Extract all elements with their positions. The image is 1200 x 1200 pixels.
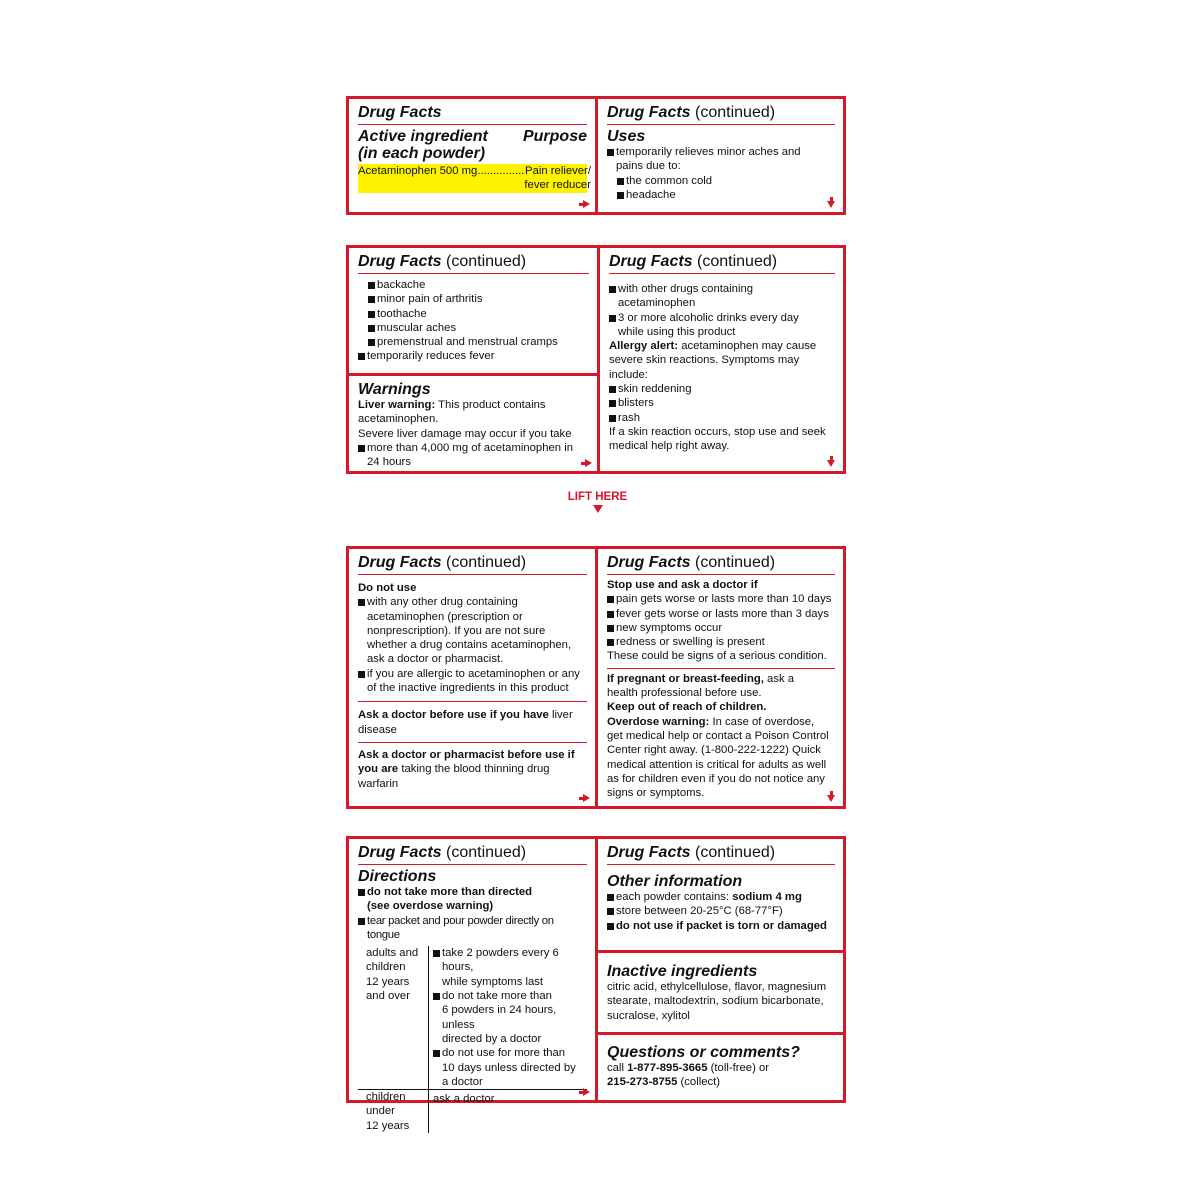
- inactive-ingredients-text: [607, 980, 835, 1023]
- list-item: [607, 145, 835, 174]
- text-line: [358, 708, 587, 722]
- list-item-text: do not use for more than: [442, 1047, 566, 1060]
- text-line: [358, 398, 589, 412]
- list-item: [609, 282, 835, 311]
- list-item: [607, 890, 835, 904]
- list-item: [358, 595, 587, 666]
- continue-down-arrow-icon: [827, 795, 835, 802]
- down-arrow-icon: [593, 505, 603, 513]
- purpose-line-1: Pain reliever/: [525, 165, 591, 177]
- table-row: [358, 1090, 587, 1133]
- text-line: medical attention is critical for adults as well: [607, 758, 827, 771]
- other-information-list: [607, 890, 835, 933]
- bold-label: If pregnant or breast-feeding,: [607, 672, 764, 685]
- questions-heading: Questions or comments?: [607, 1044, 800, 1061]
- continued-text: (continued): [695, 844, 776, 861]
- age-text: adults and: [366, 947, 419, 960]
- list-item-text: take 2 powders every 6 hours,: [442, 947, 559, 974]
- list-item-text: directed by a doctor: [442, 1032, 542, 1045]
- list-item-text: with other drugs containing: [618, 283, 754, 295]
- panel-title: [358, 103, 587, 125]
- text-line: [609, 339, 835, 353]
- list-item-text: ask a doctor or pharmacist.: [367, 653, 504, 666]
- panel-cell: [598, 1032, 843, 1100]
- panel-alcohol-allergy: [600, 248, 843, 471]
- continue-right-arrow-icon: [583, 200, 590, 208]
- text-line: citric acid, ethylcellulose, flavor, magnesium: [607, 981, 827, 993]
- text-span: This product contains: [435, 399, 546, 411]
- bold-value: sodium 4 mg: [732, 891, 802, 903]
- collect-phone-link[interactable]: 215-273-8755: [607, 1076, 678, 1089]
- divider: [607, 668, 835, 669]
- list-item: [358, 885, 587, 914]
- panel-uses: [598, 99, 843, 212]
- panel-cell: [598, 839, 843, 950]
- bold-label: Overdose warning:: [607, 715, 710, 728]
- continue-right-arrow-icon: [583, 794, 590, 802]
- list-item-text: (see overdose warning): [367, 900, 494, 913]
- list-item: the common cold: [617, 174, 835, 188]
- list-item-text: do not take more than: [442, 990, 552, 1003]
- text-span: acetaminophen may cause: [678, 340, 817, 353]
- ingredient-text: Acetaminophen 500 mg...............: [358, 165, 525, 177]
- panel-cell: [349, 839, 595, 1132]
- do-not-use-heading: Do not use: [358, 582, 417, 594]
- list-item-text: while using this product: [618, 325, 736, 338]
- bold-label: Ask a doctor or pharmacist before use if: [358, 748, 575, 761]
- panel-title: [609, 252, 835, 274]
- list-item: minor pain of arthritis: [368, 292, 589, 306]
- lift-here-tab[interactable]: [540, 491, 655, 513]
- text-span: In case of overdose,: [709, 715, 815, 728]
- warnings-continued: [609, 282, 835, 454]
- list-item-text: temporarily relieves minor aches and: [616, 146, 801, 158]
- panel-title: [358, 553, 587, 575]
- table-row: [358, 946, 587, 1089]
- bold-label: you are: [358, 763, 399, 776]
- text-line: [358, 762, 587, 776]
- title-text: Drug Facts: [607, 844, 691, 861]
- text-line: disease: [358, 723, 397, 736]
- list-item-text: acetaminophen: [618, 297, 696, 310]
- continued-text: (continued): [446, 253, 527, 270]
- age-text: children: [366, 961, 406, 974]
- age-cell: [358, 946, 429, 1089]
- list-item-text: while symptoms last: [442, 975, 544, 988]
- text-line: as for children even if you do not notice any: [607, 772, 825, 785]
- continued-text: (continued): [697, 253, 778, 270]
- text-line: get medical help or contact a Poison Control: [607, 729, 829, 742]
- list-item-text: pains due to:: [616, 160, 681, 173]
- text-line: [607, 1075, 835, 1089]
- continue-down-arrow-icon: [827, 460, 835, 467]
- list-item: store between 20-25°C (68-77°F): [607, 904, 835, 918]
- age-text: children: [366, 1091, 406, 1104]
- list-item: backache: [368, 278, 589, 292]
- directions-table: [358, 946, 587, 1133]
- continued-text: (continued): [446, 844, 527, 861]
- liver-warning: [358, 398, 589, 469]
- panel-title: [607, 103, 835, 125]
- directions-list: [358, 885, 587, 942]
- panel-cell: [598, 549, 843, 806]
- other-information-heading: Other information: [607, 873, 743, 890]
- list-item-text: 6 powders in 24 hours, unless: [442, 1004, 557, 1031]
- text-line: If a skin reaction occurs, stop use and seek: [609, 425, 826, 438]
- toll-free-phone-link[interactable]: 1-877-895-3665: [627, 1062, 708, 1074]
- list-item-text: 10 days unless directed by: [442, 1061, 576, 1074]
- list-item: [358, 667, 587, 696]
- list-item: headache: [617, 188, 835, 202]
- questions-text: [607, 1061, 835, 1090]
- list-item: rash: [609, 411, 835, 425]
- panel-cell: [598, 99, 843, 212]
- panel-title: [358, 252, 589, 274]
- active-ingredient-header: [358, 128, 587, 162]
- age-text: 12 years: [366, 1119, 410, 1132]
- panel-title: [358, 843, 587, 865]
- list-item-text: whether a drug contains acetaminophen,: [367, 639, 572, 652]
- list-item: new symptoms occur: [607, 621, 835, 635]
- list-item-text: do not take more than directed: [367, 886, 533, 898]
- text-line: Center right away. (1-800-222-1222) Quick: [607, 744, 821, 757]
- text-line: [607, 715, 835, 729]
- instruction-cell: ask a doctor: [429, 1090, 588, 1133]
- list-item-text: with any other drug containing: [367, 596, 518, 609]
- continued-text: (continued): [446, 554, 527, 571]
- title-text: Drug Facts: [358, 104, 442, 121]
- list-item: pain gets worse or lasts more than 10 days: [607, 592, 835, 606]
- text-line: [607, 672, 835, 686]
- title-text: Drug Facts: [607, 104, 691, 121]
- drug-facts-row-1: [346, 96, 846, 215]
- continued-text: (continued): [695, 104, 776, 121]
- text-line: warfarin: [358, 777, 399, 790]
- list-item: fever gets worse or lasts more than 3 days: [607, 607, 835, 621]
- list-item: [433, 1046, 587, 1089]
- panel-cell: [349, 549, 595, 806]
- stop-use-section: [607, 578, 835, 800]
- list-item: [433, 946, 587, 989]
- continue-right-arrow-icon: [583, 1088, 590, 1096]
- age-cell: [358, 1090, 429, 1133]
- panel-stop-use: [598, 549, 843, 806]
- text-line: signs or symptoms.: [607, 787, 705, 800]
- uses-list-continued: [358, 278, 589, 364]
- warnings-heading: Warnings: [358, 381, 431, 398]
- title-text: Drug Facts: [609, 253, 693, 270]
- list-item: redness or swelling is present: [607, 635, 835, 649]
- list-item-text: 3 or more alcoholic drinks every day: [618, 311, 799, 324]
- panel-cell: [349, 248, 597, 373]
- text-span: (collect): [677, 1076, 721, 1089]
- bold-label: Ask a doctor before use if you have: [358, 709, 549, 722]
- do-not-use-section: [358, 581, 587, 791]
- panel-active-ingredient: [349, 99, 598, 212]
- active-ingredient-heading: [358, 128, 488, 162]
- list-item: premenstrual and menstrual cramps: [368, 335, 589, 349]
- stop-use-heading: Stop use and ask a doctor if: [607, 579, 758, 591]
- text-line: acetaminophen.: [358, 413, 439, 426]
- title-text: Drug Facts: [358, 844, 442, 861]
- continue-down-arrow-icon: [827, 201, 835, 208]
- panel-directions: [349, 839, 598, 1132]
- list-item: [358, 441, 589, 470]
- list-item: temporarily reduces fever: [358, 349, 589, 363]
- divider: [358, 701, 587, 702]
- text-line: sucralose, xylitol: [607, 1009, 690, 1022]
- list-item-text: nonprescription). If you are not sure: [367, 624, 546, 637]
- bold-label: Liver warning:: [358, 399, 436, 411]
- text-line: Severe liver damage may occur if you take: [358, 427, 572, 440]
- in-each-label: (in each powder): [358, 145, 486, 162]
- panel-uses-warnings: [349, 248, 600, 471]
- age-text: and over: [366, 990, 410, 1003]
- list-item-text: acetaminophen (prescription or: [367, 610, 523, 623]
- inactive-ingredients-heading: Inactive ingredients: [607, 963, 758, 980]
- text-span: call: [607, 1062, 628, 1074]
- purpose-line-2: fever reducer: [524, 179, 591, 192]
- text-line: stearate, maltodextrin, sodium bicarbonate,: [607, 995, 824, 1008]
- drug-facts-row-4: [346, 836, 846, 1132]
- text-line: medical help right away.: [609, 440, 730, 453]
- purpose-text: [524, 164, 591, 193]
- lift-here-label: LIFT HERE: [567, 491, 628, 503]
- list-item: do not use if packet is torn or damaged: [607, 919, 835, 933]
- text-span: (toll-free) or: [707, 1062, 770, 1074]
- list-item: [433, 989, 587, 1046]
- list-item-text: 24 hours: [367, 456, 411, 469]
- text-line: health professional before use.: [607, 687, 762, 700]
- list-item: [609, 311, 835, 340]
- panel-cell: [349, 373, 597, 471]
- text-line: [607, 1061, 835, 1075]
- active-ingredient-row: [358, 164, 591, 193]
- age-text: 12 years: [366, 975, 410, 988]
- panel-do-not-use: [349, 549, 598, 806]
- title-text: Drug Facts: [358, 253, 442, 270]
- panel-title: [607, 553, 835, 575]
- list-item: blisters: [609, 396, 835, 410]
- panel-cell: [600, 248, 843, 471]
- list-item-text: each powder contains:: [616, 891, 733, 903]
- list-item: muscular aches: [368, 321, 589, 335]
- list-item-text: if you are allergic to acetaminophen or any: [367, 667, 580, 680]
- age-text: under: [366, 1105, 395, 1118]
- text-line: severe skin reactions. Symptoms may: [609, 354, 800, 367]
- directions-heading: Directions: [358, 868, 437, 885]
- title-text: Drug Facts: [607, 554, 691, 571]
- continue-right-arrow-icon: [585, 459, 592, 467]
- uses-heading: Uses: [607, 128, 646, 145]
- text-line: include:: [609, 368, 648, 381]
- text-line: These could be signs of a serious condition.: [607, 650, 827, 663]
- panel-other-info: [598, 839, 843, 1100]
- uses-list: [607, 145, 835, 202]
- list-item-text: a doctor: [442, 1075, 483, 1088]
- title-text: Drug Facts: [358, 554, 442, 571]
- active-ingredient-label: Active ingredient: [358, 128, 488, 145]
- panel-cell: [598, 950, 843, 1032]
- text-span: liver: [548, 709, 573, 722]
- purpose-heading: Purpose: [522, 128, 587, 145]
- list-item-text: more than 4,000 mg of acetaminophen in: [367, 441, 573, 454]
- continued-text: (continued): [695, 554, 776, 571]
- drug-facts-row-2: [346, 245, 846, 474]
- list-item: skin reddening: [609, 382, 835, 396]
- panel-cell: [349, 99, 595, 212]
- text-span: ask a: [763, 672, 795, 685]
- instruction-cell: [429, 946, 588, 1089]
- list-item: toothache: [368, 307, 589, 321]
- drug-facts-row-3: [346, 546, 846, 809]
- bold-label: Allergy alert:: [609, 340, 679, 353]
- list-item: tear packet and pour powder directly on tongue: [358, 914, 587, 943]
- text-span: taking the blood thinning drug: [398, 763, 550, 776]
- list-item-text: of the inactive ingredients in this product: [367, 682, 569, 695]
- divider: [358, 742, 587, 743]
- panel-title: [607, 843, 835, 865]
- bold-label: Keep out of reach of children.: [607, 701, 767, 714]
